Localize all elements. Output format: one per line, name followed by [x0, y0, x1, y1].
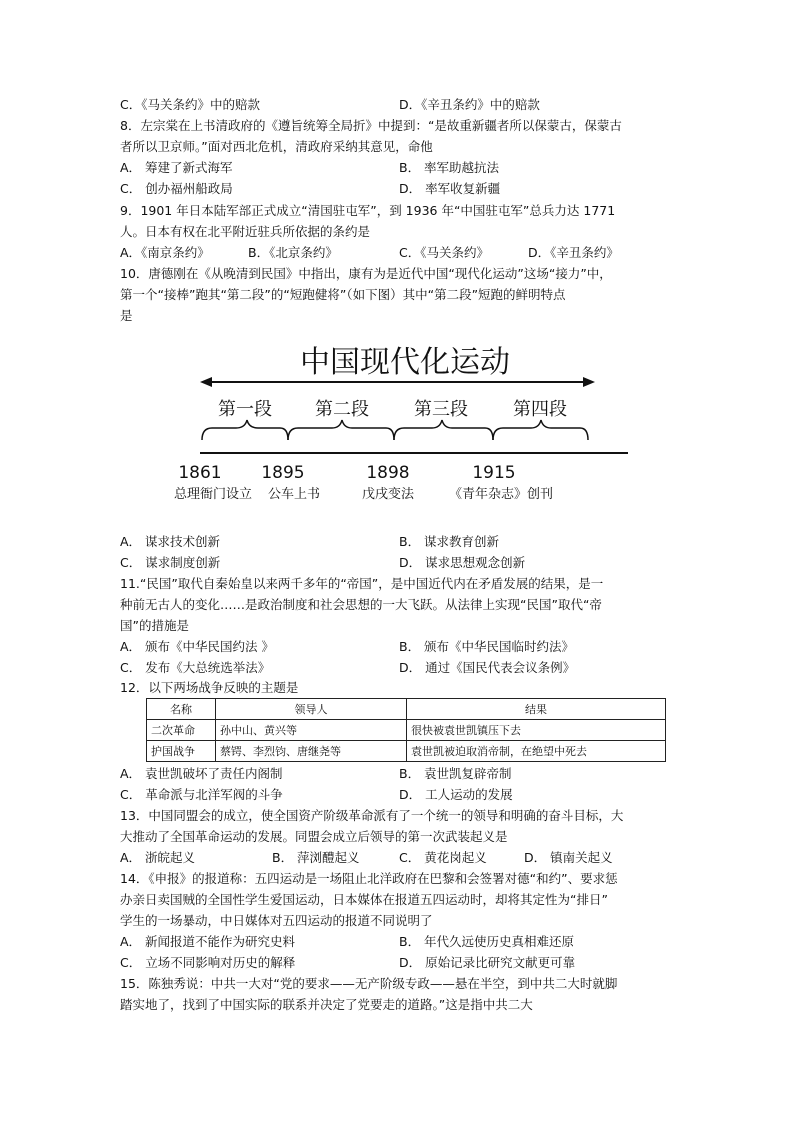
modernization-timeline-diagram	[160, 332, 640, 512]
q15-stem-line2: 踏实地了，找到了中国实际的联系并决定了党要走的道路。”这是指中共二大	[120, 997, 533, 1012]
year-1861: 1861	[178, 463, 222, 483]
segment-brace-1	[202, 420, 288, 440]
q11-stem-line1: 11.“民国”取代自秦始皇以来两千多年的“帝国”，是中国近代内在矛盾发展的结果，是一	[120, 576, 604, 591]
q13-option-a: A． 浙皖起义	[120, 850, 196, 865]
q10-option-d: D． 谋求思想观念创新	[399, 555, 526, 570]
table-header-result: 结果	[407, 699, 666, 720]
year-1915: 1915	[472, 463, 516, 483]
q11-stem-line2: 种前无古人的变化……是政治制度和社会思想的一大飞跃。从法律上实现“民国”取代“帝	[120, 597, 602, 612]
q12-option-c: C． 革命派与北洋军阀的斗争	[120, 787, 283, 802]
q8-option-a: A． 筹建了新式海军	[120, 160, 233, 175]
event-zongli-yamen: 总理衙门设立	[173, 487, 253, 502]
event-new-youth: 《青年杂志》创刊	[448, 487, 554, 502]
q10-option-b: B． 谋求教育创新	[399, 534, 500, 549]
table-cell: 孙中山、黄兴等	[216, 720, 407, 741]
q8-option-d: D． 率军收复新疆	[399, 181, 501, 196]
q11-stem-line3: 国”的措施是	[120, 618, 189, 633]
q10-option-c: C． 谋求制度创新	[120, 555, 221, 570]
q7-option-d: D．《辛丑条约》中的赔款	[399, 97, 540, 112]
q10-stem-line2: 第一个“接棒”跑其“第二段”的“短跑健将”（如下图）其中“第二段”短跑的鲜明特点	[120, 287, 566, 302]
q8-option-b: B． 率军助越抗法	[399, 160, 500, 175]
q10-stem-line3: 是	[120, 308, 133, 323]
year-1895: 1895	[261, 463, 305, 483]
q13-option-d: D． 镇南关起义	[524, 850, 613, 865]
span-arrow-right-head	[583, 377, 595, 387]
table-cell: 二次革命	[147, 720, 216, 741]
table-header-leader: 领导人	[216, 699, 407, 720]
q9-option-a: A．《南京条约》	[120, 245, 210, 260]
q7-option-c: C．《马关条约》中的赔款	[120, 97, 260, 112]
q9-stem-line1: 9．1901 年日本陆军部正式成立“清国驻屯军”，到 1936 年“中国驻屯军”总兵力达 1771	[120, 203, 616, 218]
year-1898: 1898	[366, 463, 410, 483]
q12-option-b: B． 袁世凯复辟帝制	[399, 766, 512, 781]
segment-label-2: 第二段	[315, 399, 369, 420]
q14-option-d: D． 原始记录比研究文献更可靠	[399, 955, 576, 970]
table-row	[147, 741, 666, 762]
q9-option-c: C．《马关条约》	[399, 245, 489, 260]
q11-option-c: C． 发布《大总统选举法》	[120, 660, 271, 675]
q8-stem-line1: 8．左宗棠在上书清政府的《遵旨统筹全局折》中提到：“是故重新疆者所以保蒙古，保蒙古	[120, 118, 622, 133]
q13-stem-line1: 13．中国同盟会的成立，使全国资产阶级革命派有了一个统一的领导和明确的奋斗目标，大	[120, 808, 624, 823]
segment-label-3: 第三段	[414, 399, 468, 420]
q14-stem-line3: 学生的一场暴动，中日媒体对五四运动的报道不同说明了	[120, 913, 433, 928]
q14-option-c: C． 立场不同影响对历史的解释	[120, 955, 296, 970]
q14-option-a: A． 新闻报道不能作为研究史料	[120, 934, 296, 949]
q11-option-a: A． 颁布《中华民国约法 》	[120, 639, 274, 654]
q13-option-c: C． 黄花岗起义	[399, 850, 487, 865]
segment-label-4: 第四段	[513, 399, 567, 420]
q13-stem-line2: 大推动了全国革命运动的发展。同盟会成立后领导的第一次武装起义是	[120, 829, 508, 844]
table-header-name: 名称	[147, 699, 216, 720]
diagram-title: 中国现代化运动	[300, 345, 510, 380]
table-cell: 蔡锷、李烈钧、唐继尧等	[216, 741, 407, 762]
q10-option-a: A． 谋求技术创新	[120, 534, 221, 549]
q11-option-d: D． 通过《国民代表会议条例》	[399, 660, 576, 675]
q14-stem-line1: 14．《申报》的报道称：五四运动是一场阻止北洋政府在巴黎和会签署对德“和约”、要求惩	[120, 871, 618, 886]
segment-label-1: 第一段	[218, 399, 272, 420]
q14-stem-line2: 办亲日卖国贼的全国性学生爱国运动，日本媒体在报道五四运动时，却将其定性为“排日”	[120, 892, 608, 907]
q12-stem-line1: 12．以下两场战争反映的主题是	[120, 680, 299, 695]
table-cell: 袁世凯被迫取消帝制，在绝望中死去	[407, 741, 666, 762]
q8-stem-line2: 者所以卫京师。”面对西北危机，清政府采纳其意见，命他	[120, 139, 433, 154]
span-arrow-left-head	[200, 377, 212, 387]
segment-brace-2	[288, 420, 394, 440]
q9-stem-line2: 人。日本有权在北平附近驻兵所依据的条约是	[120, 224, 371, 239]
event-wuxu-reform: 戊戌变法	[361, 487, 415, 502]
q12-option-a: A． 袁世凯破坏了责任内阁制	[120, 766, 283, 781]
table-cell: 很快被袁世凯镇压下去	[407, 720, 666, 741]
q8-option-c: C． 创办福州船政局	[120, 181, 233, 196]
event-gongche-shangshu: 公车上书	[267, 487, 321, 502]
table-header-row	[147, 699, 666, 720]
segment-brace-3	[394, 420, 493, 440]
q11-option-b: B． 颁布《中华民国临时约法》	[399, 639, 575, 654]
q9-option-b: B．《北京条约》	[248, 245, 338, 260]
q12-option-d: D． 工人运动的发展	[399, 787, 513, 802]
q9-option-d: D．《辛丑条约》	[528, 245, 619, 260]
segment-brace-4	[493, 420, 588, 440]
q13-option-b: B． 萍浏醴起义	[272, 850, 360, 865]
q15-stem-line1: 15．陈独秀说：中共一大对“党的要求——无产阶级专政——悬在半空，到中共二大时就脚	[120, 976, 618, 991]
q10-stem-line1: 10．唐德刚在《从晚清到民国》中指出，康有为是近代中国“现代化运动”这场“接力”中，	[120, 266, 612, 281]
table-cell: 护国战争	[147, 741, 216, 762]
q14-option-b: B． 年代久远使历史真相难还原	[399, 934, 575, 949]
table-row	[147, 720, 666, 741]
wars-table	[146, 698, 666, 762]
